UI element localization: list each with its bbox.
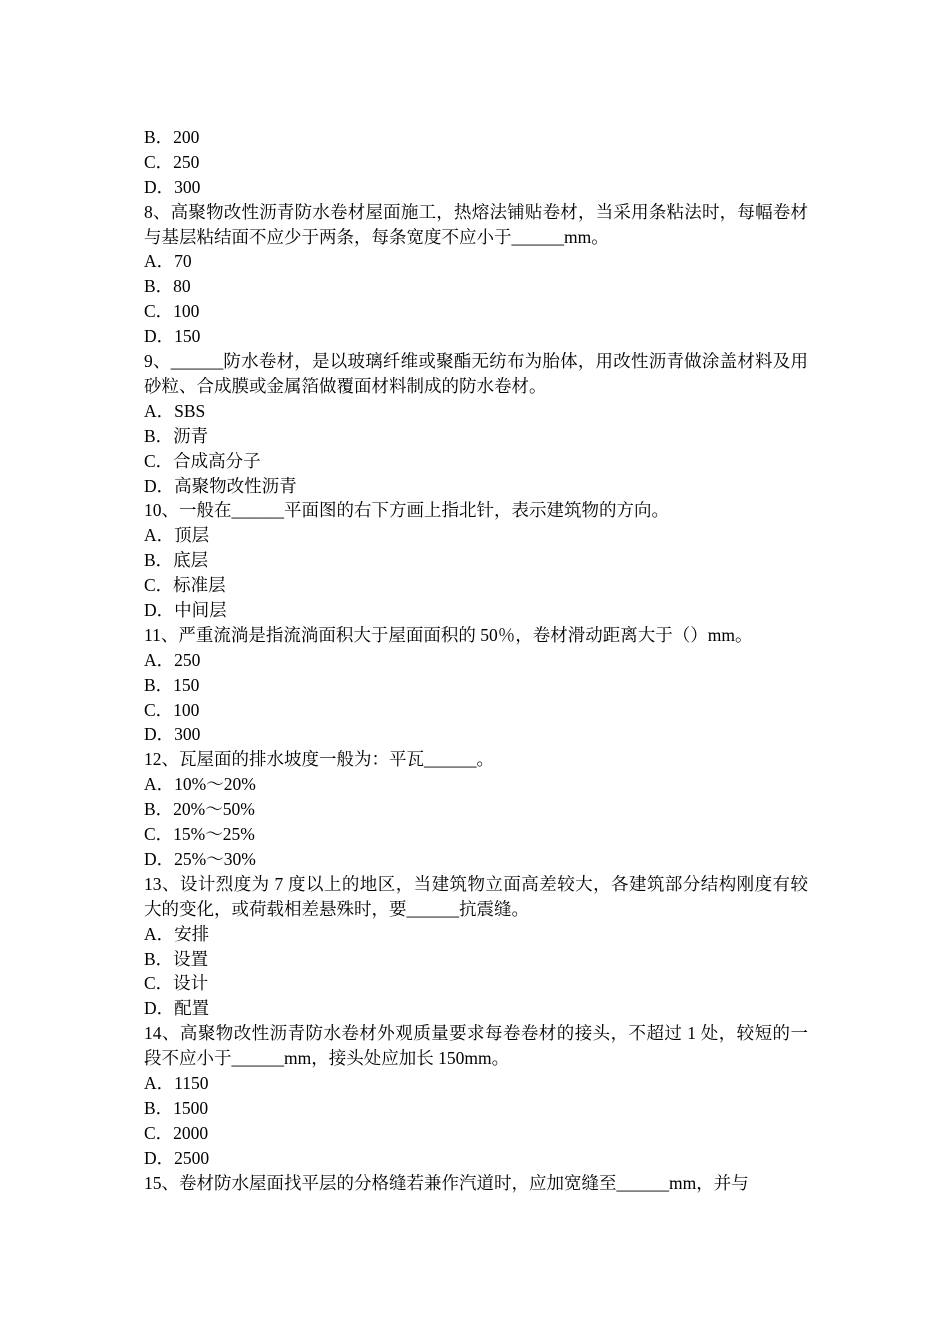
option-line: D．300	[144, 724, 201, 745]
option-line: D．2500	[144, 1147, 210, 1168]
option-line: B．1500	[144, 1097, 209, 1118]
option-line: A．70	[144, 251, 192, 272]
option-line: C．15%～25%	[144, 824, 255, 845]
option-line: B．底层	[144, 550, 209, 571]
option-line: C．250	[144, 151, 200, 172]
option-line: B．沥青	[144, 425, 209, 446]
question-text: 8、高聚物改性沥青防水卷材屋面施工，热熔法铺贴卷材，当采用条粘法时，每幅卷材与基层粘结面不应少于两条，每条宽度不应小于______mm。	[144, 201, 808, 247]
document-page	[144, 125, 808, 1195]
option-line: D．300	[144, 176, 201, 197]
option-line: C．2000	[144, 1122, 209, 1143]
option-line: D．配置	[144, 998, 210, 1019]
option-line: B．20%～50%	[144, 799, 255, 820]
option-line: A．10%～20%	[144, 774, 256, 795]
option-line: A．250	[144, 649, 201, 670]
question-text: 9、______防水卷材，是以玻璃纤维或聚酯无纺布为胎体，用改性沥青做涂盖材料及用砂粒、合成膜或金属箔做覆面材料制成的防水卷材。	[144, 351, 808, 396]
question-text: 13、设计烈度为 7 度以上的地区，当建筑物立面高差较大，各建筑部分结构刚度有较大的变化，或荷载相差悬殊时，要______抗震缝。	[144, 873, 808, 919]
option-line: B．200	[144, 127, 200, 147]
question-text: 12、瓦屋面的排水坡度一般为：平瓦______。	[144, 749, 494, 770]
option-line: D．150	[144, 326, 201, 347]
option-line: D．高聚物改性沥青	[144, 475, 297, 496]
question-text: 14、高聚物改性沥青防水卷材外观质量要求每卷卷材的接头，不超过 1 处，较短的一段不应小于______mm，接头处应加长 150mm。	[144, 1023, 808, 1069]
option-line: C．标准层	[144, 575, 226, 596]
option-line: C．设计	[144, 973, 209, 994]
question-text: 15、卷材防水屋面找平层的分格缝若兼作汽道时，应加宽缝至______mm，并与	[144, 1172, 749, 1193]
option-line: D．25%～30%	[144, 848, 256, 869]
option-line: C．100	[144, 301, 200, 322]
option-line: A．SBS	[144, 400, 206, 421]
option-line: B．设置	[144, 948, 209, 969]
option-line: D．中间层	[144, 600, 227, 620]
question-text: 11、严重流淌是指流淌面积大于屋面面积的 50％，卷材滑动距离大于（）mm。	[144, 624, 753, 645]
option-line: C．100	[144, 699, 200, 720]
option-line: A．1150	[144, 1073, 209, 1094]
option-line: B．150	[144, 674, 200, 695]
question-text: 10、一般在______平面图的右下方画上指北针，表示建筑物的方向。	[144, 500, 669, 521]
option-line: A．安排	[144, 923, 210, 944]
option-line: B．80	[144, 276, 191, 297]
option-line: A．顶层	[144, 525, 210, 546]
option-line: C．合成高分子	[144, 450, 261, 471]
